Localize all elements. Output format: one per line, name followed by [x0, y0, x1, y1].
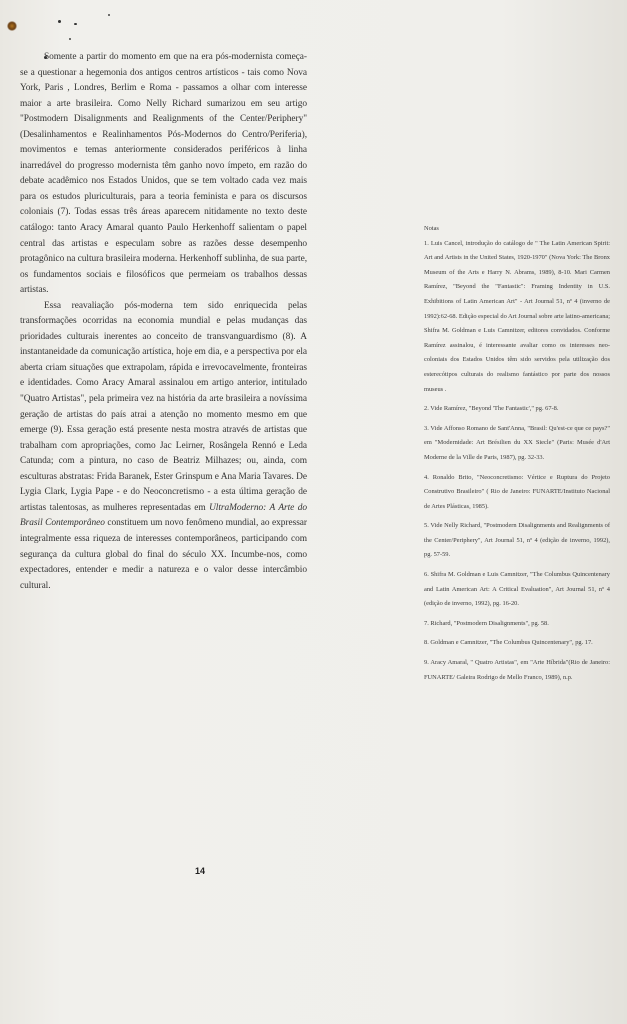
exhibition-title: UltraModerno: A Arte do Brasil Contemporâneo — [20, 502, 307, 529]
stain-mark — [69, 38, 71, 40]
note-item: 3. Vide Affonso Romano de Sant'Anna, "Brasil: Qu'est-ce que ce pays?" em "Modernidade: Art Brésilien du XX Siecle" (Paris: Musée d'Art Moderne de la Ville de Paris, 1987), pg. 32-33. — [424, 424, 610, 461]
note-item: 5. Vide Nelly Richard, "Postmodern Disalignments and Realignments of the Center/Periphery", Art Journal 51, nº 4 (edição de inverno, 1992), pg. 57-59. — [424, 522, 610, 559]
note-item: 7. Richard, "Postmodern Disalignments", pg. 58. — [424, 619, 549, 627]
notes-heading: Notas — [424, 225, 439, 232]
main-article-text — [20, 50, 307, 594]
note-item: 6. Shifra M. Goldman e Luis Camnitzer, "The Columbus Quincentenary and Latin American Art: A Critical Evaluation", Art Journal 51, nº 4 (edição de inverno, 1992), pg. 16-20. — [424, 571, 610, 608]
paragraph-2 — [20, 299, 307, 594]
notes-section — [424, 222, 610, 690]
stain-mark — [108, 14, 110, 16]
note-item: 1. Luis Cancel, introdução do catálogo de " The Latin American Spirit: Art and Artists in the United States, 1920-1970" (Nova York: The Bronx Museum of the Arts e Harry N. Abrams, 1989), 8-10. Mari Carmen Ramírez, "Beyond the "Fantastic": Framing Indentity in U.S. Exhibitions of Latin American Art" - Art Journal 51, nº 4 (inverno de 1992):62-68. Edição especial do Art Journal sobre arte latino-americana; Shifra M. Goldman e Luis Camnitzer, editores convidados. Conforme Ramírez assinalou, é interessante avaliar como os interesses neo-coloniais dos Estados Unidos têm sido servidos pela utilização dos esterecótipos culturais do realismo fantástico por parte dos nossos museus . — [424, 239, 610, 393]
note-item: 2. Vide Ramírez, "Beyond 'The Fantastic'," pg. 67-8. — [424, 405, 559, 413]
stain-mark — [7, 21, 17, 31]
stain-mark — [58, 20, 61, 23]
note-item: 8. Goldman e Camnitzer, "The Columbus Quincentenary", pg. 17. — [424, 639, 593, 647]
note-item: 9. Aracy Amaral, " Quatro Artistas", em "Arte Híbrida"(Rio de Janeiro: FUNARTE/ Galeira Rodrigo de Mello Franco, 1989), n.p. — [424, 659, 610, 681]
stain-mark — [74, 23, 77, 25]
paragraph-2-text: Essa reavaliação pós-moderna tem sido enriquecida pelas transformações ocorridas na economia mundial e pelas mudanças das prioridades culturais inerentes ao conceito de transvanguardismo (8). A instantaneidade da comunicação artística, hoje em dia, e a perspectiva por ela aberta criam situações que extrapolam, rápida e irrevocavelmente, fronteiras e identidades. Como Aracy Amaral assinalou em artigo anterior, intitulado "Quatro Artistas", pela primeira vez na história da arte brasileira a novíssima geração de artistas do país atrai a atenção no momento mesmo em que emerge (9). Essa geração está presente nesta mostra através de artistas que trabalham com apropriações, como Jac Leirner, Rosângela Rennó e Leda Catunda; com a pintura, no caso de Beatriz Milhazes; ou, ainda, com esculturas abstratas: Frida Baranek, Ester Grinspum e Ana Maria Tavares. De Lygia Clark, Lygia Pape - e do Neoconcretismo - a esta última geração de artistas talentosas, as mulheres representadas em — [20, 300, 307, 513]
paragraph-2-closing: constituem um novo fenômeno mundial, ao expressar integralmente essa riqueza de interesses contemporâneos, participando com segurança da cultura global do final do século XX. Incumbe-nos, como expectadores, entender e medir a natureza e o valor desse intercâmbio cultural. — [20, 518, 307, 591]
paragraph-1: Somente a partir do momento em que na era pós-modernista começa-se a questionar a hegemonia dos antigos centros artísticos - tais como Nova York, Paris , Londres, Berlim e Roma - passamos a olhar com interesse maior a arte brasileira. Como Nelly Richard sumarizou em seu artigo "Postmodern Disalignments and Realignments of the Center/Periphery" (Desalinhamentos e Realinhamentos Pós-Modernos do Centro/Periferia), movimentos e temas anteriormente considerados periféricos à linha inarredável do progresso modernista têm ganho novo ímpeto, em razão do debate acadêmico nos Estados Unidos, que se tem voltado cada vez mais para os estudos pluriculturais, para a teoria feminista e para os discursos coloniais (7). Todas essas três áreas aparecem nitidamente no texto deste catálogo: tanto Aracy Amaral quanto Paulo Herkenhoff salientam o papel central das artistas e especulam sobre as razões desse desempenho protagônico na cultura brasileira moderna. Herkenhoff sublinha, de sua parte, os fundamentos sociais e filosóficos que permeiam os trabalhos dessas artistas. — [20, 52, 307, 296]
page-number: 14 — [195, 866, 206, 876]
note-item: 4. Ronaldo Brito, "Neoconcretismo: Vértice e Ruptura do Projeto Construtivo Brasileiro" ( Rio de Janeiro: FUNARTE/Instituto Nacional de Artes Plásticas, 1985). — [424, 473, 610, 510]
